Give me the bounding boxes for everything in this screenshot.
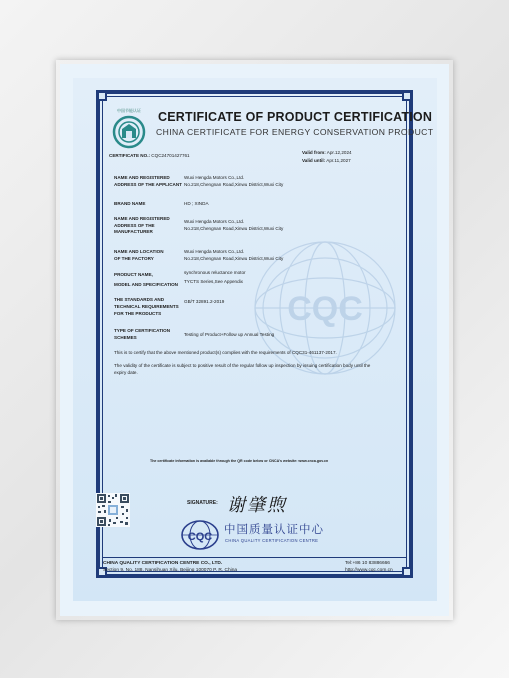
- certificate-subtitle: CHINA CERTIFICATE FOR ENERGY CONSERVATION PRODUCT: [156, 127, 434, 137]
- field-label-scheme: TYPE OF CERTIFICATION SCHEMES: [114, 328, 171, 340]
- field-label-brand: BRAND NAME: [114, 201, 146, 206]
- org-name-chinese: 中国质量认证中心: [224, 524, 324, 536]
- footer-contact: Tel:+86 10 83886666 http://www.cqc.com.cn: [345, 561, 393, 573]
- field-value-factory: Wuxi Hengda Motors Co.,Ltd. No.218,Chengnan Road,Xinwu District,Wuxi City: [184, 249, 284, 261]
- field-label-applicant: NAME AND REGISTERED ADDRESS OF THE APPLICANT: [114, 175, 182, 187]
- qr-code[interactable]: [96, 493, 130, 527]
- statement-compliance: This is to certify that the above mentioned product(s) complies with the requirements of CQC31-461137-2017.: [114, 350, 337, 355]
- field-label-standards: THE STANDARDS AND TECHNICAL REQUIREMENTS FOR THE PRODUCTS: [114, 297, 179, 316]
- energy-conservation-logo: [107, 107, 151, 151]
- corner-ornament: [402, 567, 412, 577]
- signature: 谢肇煦: [227, 495, 287, 516]
- certificate-number: [109, 153, 190, 160]
- field-label-manufacturer: NAME AND REGISTERED ADDRESS OF THE MANUFACTURER: [114, 216, 170, 234]
- svg-text:CQC: CQC: [187, 531, 213, 543]
- certificate-title: CERTIFICATE OF PRODUCT CERTIFICATION: [158, 110, 433, 124]
- field-value-scheme: Testing of Product+Follow up Annual Testing: [184, 332, 275, 337]
- field-value-product: synchronous reluctance motor TYCTS Series,See Appendix: [184, 270, 246, 284]
- field-value-manufacturer: Wuxi Hengda Motors Co.,Ltd. No.218,Chengnan Road,Xinwu District,Wuxi City: [184, 219, 284, 231]
- signature-label: SIGNATURE:: [187, 500, 218, 506]
- valid-until-value: Apr.11,2027: [326, 158, 351, 163]
- field-value-applicant: Wuxi Hengda Motors Co.,Ltd. No.218,Chengnan Road,Xinwu District,Wuxi City: [184, 175, 284, 187]
- valid-from: [302, 150, 352, 157]
- footer-divider: [103, 557, 407, 558]
- statement-validity: The validity of the certificate is subject to positive result of the regular follow up inspection by issuing certification body until the expiry date.: [114, 363, 371, 375]
- corner-ornament: [402, 91, 412, 101]
- valid-from-label: Valid from:: [302, 150, 326, 155]
- certificate-no-value: CQC24701427761: [151, 153, 190, 158]
- logo-text: 中国节能认证: [117, 108, 141, 113]
- field-label-product: PRODUCT NAME, MODEL AND SPECIFICATION: [114, 272, 178, 287]
- cqc-logo-icon: [180, 519, 220, 551]
- field-value-standards: GB/T 32891.2-2019: [184, 299, 225, 304]
- org-name-english: CHINA QUALITY CERTIFICATION CENTRE: [225, 538, 319, 543]
- svg-text:CQC: CQC: [287, 290, 363, 328]
- qr-note: The certificate information is available through the QR code below or CNCA's website: www.cnca.gov.cn: [150, 459, 329, 463]
- field-label-factory: NAME AND LOCATION OF THE FACTORY: [114, 249, 164, 261]
- corner-ornament: [97, 91, 107, 101]
- valid-from-value: Apr.12,2024: [326, 150, 352, 155]
- footer-address: CHINA QUALITY CERTIFICATION CENTRE CO., LTD. Section 9, No. 188, Nansihuan Xilu, Beijing 100070 P. R. China: [103, 561, 238, 573]
- certificate-no-label: CERTIFICATE NO.:: [109, 153, 151, 158]
- field-value-brand: HD ; XINDA: [184, 201, 209, 206]
- valid-until: [302, 158, 351, 165]
- valid-until-label: Valid until:: [302, 158, 326, 163]
